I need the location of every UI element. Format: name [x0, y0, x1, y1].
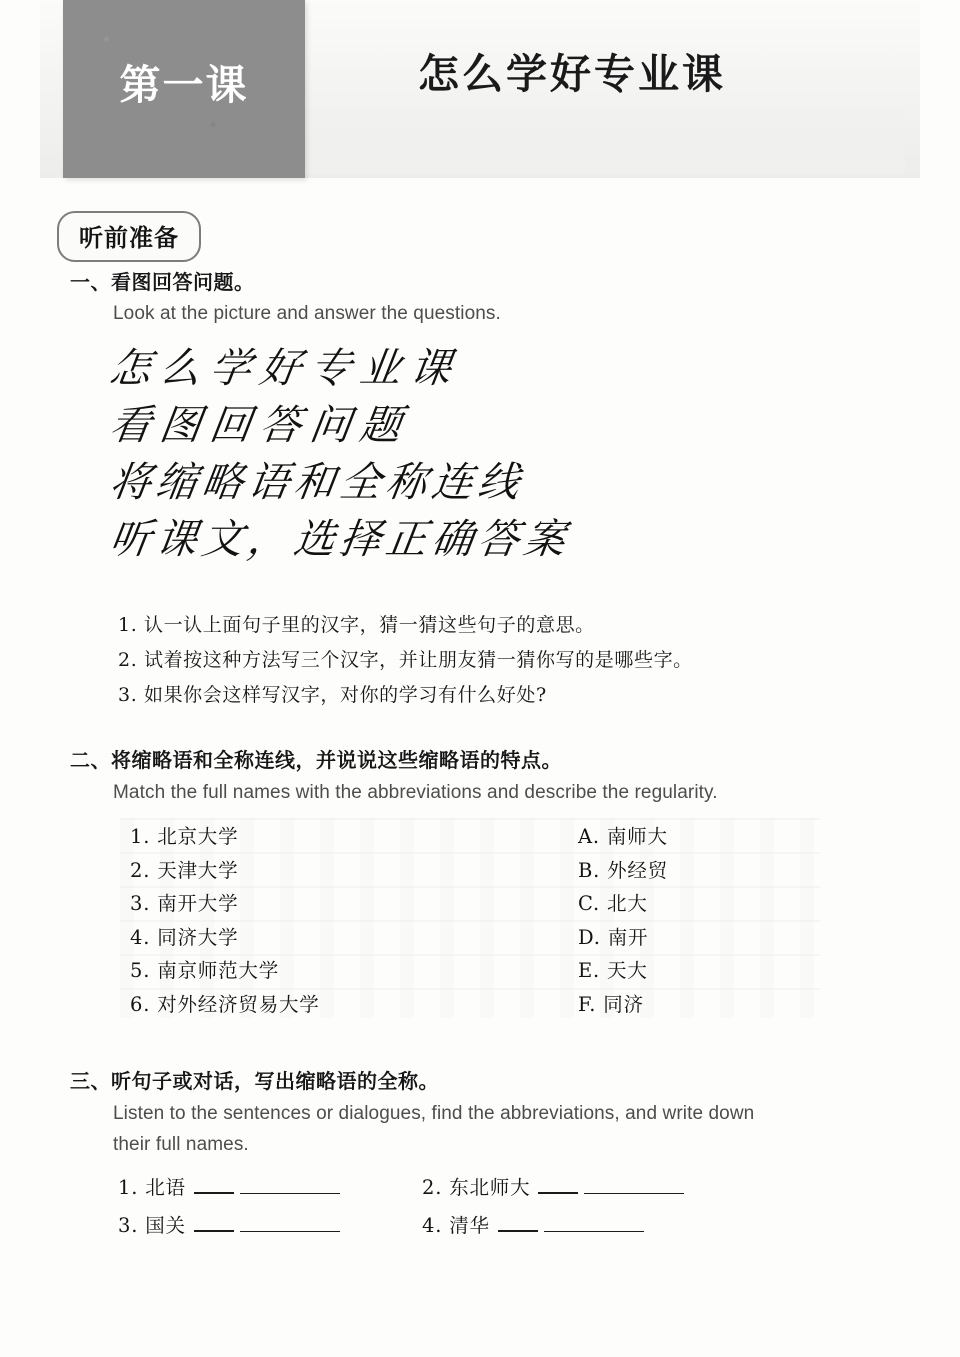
list-item[interactable]: 3. 南开大学 — [130, 892, 239, 915]
list-item[interactable]: D. 南开 — [578, 925, 649, 949]
dash-connector — [194, 1192, 234, 1194]
exercise-1-english: Look at the picture and answer the questions. — [113, 303, 501, 324]
dash-connector — [538, 1192, 578, 1194]
answer-blank-input[interactable] — [584, 1179, 684, 1194]
blank-row — [118, 1210, 898, 1248]
blank-item-3 — [118, 1210, 340, 1238]
blank-item-2 — [422, 1172, 684, 1200]
blank-label: 3. 国关 — [118, 1214, 186, 1237]
exercise-3-english-line-1: Listen to the sentences or dialogues, find the abbreviations, and write down — [113, 1103, 755, 1124]
list-item[interactable]: 1. 北京大学 — [130, 825, 239, 848]
list-item[interactable]: F. 同济 — [578, 992, 644, 1016]
matching-abbreviations-column — [578, 820, 668, 1021]
handwriting-line-4: 听课文，选择正确答案 — [106, 515, 574, 563]
handwriting-line-1: 怎么学好专业课 — [106, 344, 464, 392]
list-item[interactable]: 2. 天津大学 — [130, 858, 239, 882]
question-item: 2. 试着按这种方法写三个汉字，并让朋友猜一猜你写的是哪些字。 — [118, 649, 693, 671]
blank-label: 2. 东北师大 — [422, 1176, 531, 1199]
blank-label: 1. 北语 — [118, 1176, 186, 1199]
blank-item-4 — [422, 1210, 644, 1238]
question-item: 3. 如果你会这样写汉字，对你的学习有什么好处? — [118, 684, 547, 706]
list-item[interactable]: B. 外经贸 — [578, 858, 669, 882]
blank-label: 4. 清华 — [422, 1214, 490, 1237]
matching-exercise — [0, 818, 960, 1023]
matching-full-names-column — [130, 820, 320, 1021]
list-item[interactable]: 5. 南京师范大学 — [130, 959, 280, 982]
list-item[interactable]: A. 南师大 — [578, 825, 668, 848]
lesson-number-label: 第一课 — [119, 61, 249, 108]
dash-connector — [194, 1230, 234, 1232]
handwriting-line-3: 将缩略语和全称连线 — [106, 458, 528, 506]
exercise-1-heading: 一、看图回答问题。 — [70, 272, 255, 294]
list-item[interactable]: C. 北大 — [578, 892, 648, 915]
answer-blank-input[interactable] — [544, 1217, 644, 1232]
fill-in-blank-grid — [118, 1172, 898, 1248]
lesson-number-box — [63, 0, 305, 178]
section-badge: 听前准备 — [57, 211, 201, 262]
list-item[interactable]: 4. 同济大学 — [130, 925, 239, 949]
page-title: 怎么学好专业课 — [418, 51, 726, 97]
list-item[interactable]: 6. 对外经济贸易大学 — [130, 992, 320, 1016]
exercise-3-english-line-2: their full names. — [113, 1134, 249, 1155]
list-item[interactable]: E. 天大 — [578, 959, 648, 982]
question-item: 1. 认一认上面句子里的汉字，猜一猜这些句子的意思。 — [118, 614, 595, 636]
exercise-2-heading: 二、将缩略语和全称连线，并说说这些缩略语的特点。 — [70, 750, 562, 772]
exercise-2-english: Match the full names with the abbreviations and describe the regularity. — [113, 782, 718, 803]
answer-blank-input[interactable] — [240, 1179, 340, 1194]
dash-connector — [498, 1230, 538, 1232]
exercise-3-heading: 三、听句子或对话，写出缩略语的全称。 — [70, 1071, 439, 1093]
answer-blank-input[interactable] — [240, 1217, 340, 1232]
handwriting-image — [106, 340, 750, 568]
blank-row — [118, 1172, 898, 1210]
blank-item-1 — [118, 1172, 340, 1200]
exercise-1-question-list — [118, 608, 693, 713]
handwriting-line-2: 看图回答问题 — [106, 401, 414, 449]
